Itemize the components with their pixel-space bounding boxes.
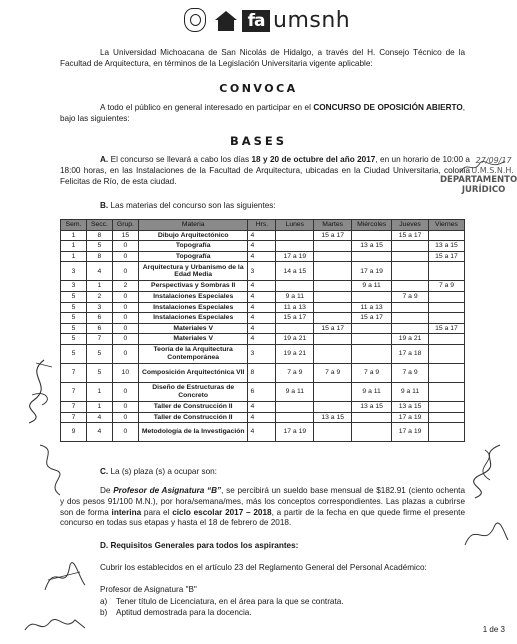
signature-left-bottom xyxy=(40,550,90,600)
cell-grup: 2 xyxy=(112,281,138,292)
cell-hrs: 4 xyxy=(248,281,276,292)
cell-miercoles: 13 a 15 xyxy=(352,401,392,412)
requirement-a-letter: a) xyxy=(100,597,108,606)
cell-miercoles: 7 a 9 xyxy=(352,363,392,382)
cell-materia: Taller de Construcción II xyxy=(138,412,248,423)
cell-hrs: 3 xyxy=(248,262,276,281)
cell-jueves xyxy=(392,302,429,313)
cell-grup: 15 xyxy=(112,230,138,241)
cell-lunes xyxy=(276,323,314,334)
cell-jueves xyxy=(392,281,429,292)
cell-miercoles xyxy=(352,344,392,363)
cell-sem: 1 xyxy=(61,241,87,252)
cell-jueves: 17 a 19 xyxy=(392,412,429,423)
table-row xyxy=(61,281,465,292)
cell-sem: 5 xyxy=(61,344,87,363)
cell-viernes xyxy=(429,363,465,382)
cell-grup: 0 xyxy=(112,334,138,345)
university-seal-icon xyxy=(184,8,206,32)
cell-grup: 0 xyxy=(112,262,138,281)
table-row xyxy=(61,302,465,313)
table-row xyxy=(61,251,465,262)
cell-lunes: 19 a 21 xyxy=(276,344,314,363)
cell-jueves: 17 a 19 xyxy=(392,423,429,442)
cell-martes xyxy=(314,291,352,302)
cell-secc: 1 xyxy=(86,281,112,292)
house-icon xyxy=(215,11,237,31)
section-b-letter: B. xyxy=(100,201,109,210)
bases-heading: BASES xyxy=(229,134,288,148)
section-c-paragraph xyxy=(100,467,460,478)
cell-secc: 5 xyxy=(86,344,112,363)
cell-lunes xyxy=(276,412,314,423)
cell-jueves: 7 a 9 xyxy=(392,291,429,302)
cell-martes: 7 a 9 xyxy=(314,363,352,382)
table-row xyxy=(61,323,465,334)
cell-hrs: 4 xyxy=(248,313,276,324)
table-row xyxy=(61,412,465,423)
cell-martes xyxy=(314,401,352,412)
cell-lunes: 9 a 11 xyxy=(276,382,314,401)
cell-jueves: 19 a 21 xyxy=(392,334,429,345)
requirement-a-text: Tener título de Licenciatura, en el área para la que se contrata. xyxy=(116,597,344,606)
signature-bottom xyxy=(20,610,90,640)
cell-grup: 10 xyxy=(112,363,138,382)
salary-text-4: , a partir de la fecha en que quede firme el presente concurso en todas sus etapas y hasta el 18 de febrero de 2018. xyxy=(60,507,465,528)
cell-sem: 5 xyxy=(61,334,87,345)
cell-martes: 15 a 17 xyxy=(314,323,352,334)
cell-lunes xyxy=(276,401,314,412)
cell-martes xyxy=(314,251,352,262)
cell-sem: 7 xyxy=(61,401,87,412)
cell-martes xyxy=(314,241,352,252)
section-b-text: Las materias del concurso son las siguientes: xyxy=(108,201,276,210)
section-d-paragraph xyxy=(100,541,460,552)
cell-secc: 5 xyxy=(86,241,112,252)
salary-position: Profesor de Asignatura “B” xyxy=(113,486,222,495)
call-text-end: , bajo las siguientes: xyxy=(60,103,465,123)
umsnh-logo: umsnh xyxy=(273,8,351,33)
cell-materia: Instalaciones Especiales xyxy=(138,302,248,313)
cell-secc: 4 xyxy=(86,412,112,423)
cell-lunes: 17 a 19 xyxy=(276,423,314,442)
cell-viernes xyxy=(429,262,465,281)
requirement-b-text: Aptitud demostrada para la docencia. xyxy=(116,608,252,617)
cell-grup: 0 xyxy=(112,302,138,313)
cell-materia: Instalaciones Especiales xyxy=(138,291,248,302)
cell-viernes xyxy=(429,334,465,345)
salary-paragraph xyxy=(60,486,465,529)
table-row xyxy=(61,241,465,252)
cell-hrs: 4 xyxy=(248,230,276,241)
cell-lunes: 14 a 15 xyxy=(276,262,314,281)
cell-secc: 6 xyxy=(86,323,112,334)
cell-grup: 0 xyxy=(112,401,138,412)
cell-miercoles xyxy=(352,412,392,423)
cell-hrs: 4 xyxy=(248,423,276,442)
cell-lunes xyxy=(276,230,314,241)
cell-martes xyxy=(314,313,352,324)
cell-grup: 0 xyxy=(112,423,138,442)
cell-hrs: 4 xyxy=(248,241,276,252)
call-contest-name: CONCURSO DE OPOSICIÓN ABIERTO xyxy=(313,103,463,112)
call-paragraph xyxy=(60,103,465,125)
cell-viernes: 13 a 15 xyxy=(429,241,465,252)
stamp-department: DEPARTAMENTO xyxy=(440,175,517,186)
cell-viernes xyxy=(429,423,465,442)
cell-martes: 13 a 15 xyxy=(314,412,352,423)
cell-materia: Teoría de la Arquitectura Contemporánea xyxy=(138,344,248,363)
cell-grup: 0 xyxy=(112,323,138,334)
cell-grup: 0 xyxy=(112,251,138,262)
cell-viernes: 15 a 17 xyxy=(429,251,465,262)
cell-hrs: 4 xyxy=(248,251,276,262)
requirement-b xyxy=(100,608,430,619)
cell-materia: Materiales V xyxy=(138,323,248,334)
convoca-heading: CONVOCA xyxy=(219,82,298,95)
cell-miercoles xyxy=(352,251,392,262)
table-row xyxy=(61,230,465,241)
cell-martes xyxy=(314,262,352,281)
cell-miercoles xyxy=(352,291,392,302)
cell-secc: 5 xyxy=(86,363,112,382)
cell-materia: Topografía xyxy=(138,241,248,252)
cell-materia: Diseño de Estructuras de Concreto xyxy=(138,382,248,401)
header-hrs: Hrs. xyxy=(248,220,276,231)
cell-sem: 5 xyxy=(61,313,87,324)
cell-grup: 0 xyxy=(112,291,138,302)
signature-left-top xyxy=(14,355,64,425)
header-lunes: Lunes xyxy=(276,220,314,231)
intro-paragraph: La Universidad Michoacana de San Nicolás de Hidalgo, a través del H. Consejo Técnico de la Facultad de Arquitectura, en términos de la Legislación Universitaria vigente aplicable: xyxy=(60,48,465,68)
cell-hrs: 4 xyxy=(248,412,276,423)
header-jueves: Jueves xyxy=(392,220,429,231)
fa-logo: fa xyxy=(242,10,270,32)
cell-jueves xyxy=(392,241,429,252)
cell-hrs: 4 xyxy=(248,401,276,412)
cell-viernes xyxy=(429,344,465,363)
cell-miercoles: 9 a 11 xyxy=(352,382,392,401)
cell-martes xyxy=(314,302,352,313)
cell-hrs: 8 xyxy=(248,363,276,382)
cell-sem: 1 xyxy=(61,251,87,262)
cell-jueves xyxy=(392,323,429,334)
header-miercoles: Miércoles xyxy=(352,220,392,231)
cell-viernes xyxy=(429,401,465,412)
cell-miercoles: 15 a 17 xyxy=(352,313,392,324)
cell-viernes xyxy=(429,412,465,423)
subjects-table xyxy=(60,219,465,442)
stamp-initials xyxy=(455,155,510,180)
cell-lunes: 9 a 11 xyxy=(276,291,314,302)
cell-martes xyxy=(314,382,352,401)
cell-jueves xyxy=(392,262,429,281)
cell-jueves: 7 a 9 xyxy=(392,363,429,382)
cell-secc: 8 xyxy=(86,251,112,262)
cell-lunes xyxy=(276,281,314,292)
stamp-juridico: JURÍDICO xyxy=(461,185,506,196)
cell-secc: 1 xyxy=(86,401,112,412)
cell-martes xyxy=(314,334,352,345)
cell-sem: 5 xyxy=(61,302,87,313)
stamp-org: U.M.S.N.H. xyxy=(471,165,514,175)
cell-materia: Materiales V xyxy=(138,334,248,345)
cell-martes: 15 a 17 xyxy=(314,230,352,241)
table-body xyxy=(61,230,465,442)
cell-sem: 3 xyxy=(61,262,87,281)
cell-grup: 0 xyxy=(112,412,138,423)
cell-secc: 2 xyxy=(86,291,112,302)
cell-miercoles: 13 a 15 xyxy=(352,241,392,252)
cell-miercoles: 17 a 19 xyxy=(352,262,392,281)
table-row xyxy=(61,291,465,302)
table-row xyxy=(61,401,465,412)
cell-secc: 6 xyxy=(86,313,112,324)
cell-secc: 7 xyxy=(86,334,112,345)
cell-martes xyxy=(314,281,352,292)
call-text: A todo el público en general interesado en participar en el xyxy=(100,103,314,112)
cell-sem: 9 xyxy=(61,423,87,442)
cell-martes xyxy=(314,344,352,363)
header-martes: Martes xyxy=(314,220,352,231)
cell-lunes: 17 a 19 xyxy=(276,251,314,262)
section-c-text: La (s) plaza (s) a ocupar son: xyxy=(108,467,217,476)
section-d-letter: D. xyxy=(100,541,109,550)
cell-miercoles xyxy=(352,334,392,345)
section-b-paragraph xyxy=(100,201,460,212)
cell-viernes: 7 a 9 xyxy=(429,281,465,292)
cell-jueves: 9 a 11 xyxy=(392,382,429,401)
cell-viernes xyxy=(429,230,465,241)
cell-jueves xyxy=(392,313,429,324)
cell-sem: 7 xyxy=(61,382,87,401)
cell-materia: Instalaciones Especiales xyxy=(138,313,248,324)
cell-hrs: 3 xyxy=(248,344,276,363)
cell-lunes: 11 a 13 xyxy=(276,302,314,313)
signature-right-bottom xyxy=(460,515,510,555)
cell-hrs: 4 xyxy=(248,334,276,345)
cell-sem: 5 xyxy=(61,291,87,302)
cell-lunes: 7 a 9 xyxy=(276,363,314,382)
header-sem: Sem. xyxy=(61,220,87,231)
cell-sem: 1 xyxy=(61,230,87,241)
cell-grup: 0 xyxy=(112,382,138,401)
cell-hrs: 4 xyxy=(248,323,276,334)
cell-materia: Metodología de la Investigación xyxy=(138,423,248,442)
cell-viernes xyxy=(429,382,465,401)
header-secc: Secc. xyxy=(86,220,112,231)
salary-interina: interina xyxy=(111,507,142,517)
signature-right-top xyxy=(455,440,510,500)
header-materia: Materia xyxy=(138,220,248,231)
cell-secc: 1 xyxy=(86,382,112,401)
cell-miercoles xyxy=(352,323,392,334)
cell-hrs: 4 xyxy=(248,302,276,313)
cell-materia: Taller de Construcción II xyxy=(138,401,248,412)
cell-viernes xyxy=(429,291,465,302)
header-grup: Grup. xyxy=(112,220,138,231)
section-d-title: Requisitos Generales para todos los aspirantes: xyxy=(108,541,299,550)
salary-text-1: De xyxy=(100,486,114,495)
table-row xyxy=(61,344,465,363)
requirement-b-letter: b) xyxy=(100,608,108,617)
stamp-date: 27/09/17 xyxy=(475,156,512,165)
cell-grup: 0 xyxy=(112,313,138,324)
cell-secc: 3 xyxy=(86,302,112,313)
table-row xyxy=(61,313,465,324)
cell-sem: 7 xyxy=(61,412,87,423)
cell-materia: Arquitectura y Urbanismo de la Edad Media xyxy=(138,262,248,281)
requirements-intro: Cubrir los establecidos en el artículo 23 del Reglamento General del Personal Académico: xyxy=(100,563,427,572)
header-viernes: Viernes xyxy=(429,220,465,231)
cell-sem: 3 xyxy=(61,281,87,292)
cell-jueves: 13 a 15 xyxy=(392,401,429,412)
section-a-text: El concurso se llevará a cabo los días xyxy=(108,155,252,164)
cell-sem: 7 xyxy=(61,363,87,382)
cell-jueves: 17 a 18 xyxy=(392,344,429,363)
cell-hrs: 6 xyxy=(248,382,276,401)
section-c-letter: C. xyxy=(100,467,109,476)
cell-miercoles xyxy=(352,230,392,241)
cell-secc: 8 xyxy=(86,230,112,241)
cell-viernes: 15 a 17 xyxy=(429,323,465,334)
cell-miercoles xyxy=(352,423,392,442)
signature-left-middle xyxy=(30,440,75,500)
cell-secc: 4 xyxy=(86,262,112,281)
profesor-label: Profesor de Asignatura "B" xyxy=(100,585,197,594)
section-a-letter: A. xyxy=(100,155,109,164)
cell-lunes: 19 a 21 xyxy=(276,334,314,345)
table-row xyxy=(61,262,465,281)
table-row xyxy=(61,334,465,345)
cell-materia: Dibujo Arquitectónico xyxy=(138,230,248,241)
cell-materia: Perspectivas y Sombras II xyxy=(138,281,248,292)
cell-materia: Composición Arquitectónica VII xyxy=(138,363,248,382)
page-number: 1 de 3 xyxy=(482,625,505,634)
section-a-paragraph xyxy=(60,155,470,187)
salary-text-2: , se percibirá un sueldo base mensual de $182.91 (ciento ochenta y dos pesos 91/100 M.N.), por hora/semana/mes, más los conceptos correspondientes. Las plazas a cubrirse son de forma xyxy=(60,486,465,517)
cell-jueves xyxy=(392,251,429,262)
cell-secc: 4 xyxy=(86,423,112,442)
cell-hrs: 4 xyxy=(248,291,276,302)
cell-grup: 0 xyxy=(112,241,138,252)
salary-cycle: ciclo escolar 2017 – 2018 xyxy=(172,507,272,517)
cell-grup: 0 xyxy=(112,344,138,363)
cell-lunes xyxy=(276,241,314,252)
requirement-a xyxy=(100,597,430,608)
cell-materia: Topografía xyxy=(138,251,248,262)
table-row xyxy=(61,382,465,401)
cell-miercoles: 9 a 11 xyxy=(352,281,392,292)
section-a-dates: 18 y 20 de octubre del año 2017 xyxy=(251,155,376,164)
cell-viernes xyxy=(429,302,465,313)
cell-miercoles: 11 a 13 xyxy=(352,302,392,313)
section-a-text-end: , en un horario de 10:00 a 18:00 horas, en las Instalaciones de la Facultad de Arquitectura, ubicadas en la Ciudad Universitaria, colonia Felicitas de Río, de esta ciudad. xyxy=(60,155,470,186)
table-row xyxy=(61,423,465,442)
salary-text-3: para el xyxy=(141,507,173,517)
table-row xyxy=(61,363,465,382)
cell-lunes: 15 a 17 xyxy=(276,313,314,324)
cell-martes xyxy=(314,423,352,442)
header-logos xyxy=(0,6,517,36)
cell-viernes xyxy=(429,313,465,324)
table-header-row xyxy=(61,220,465,231)
cell-jueves: 15 a 17 xyxy=(392,230,429,241)
cell-sem: 5 xyxy=(61,323,87,334)
